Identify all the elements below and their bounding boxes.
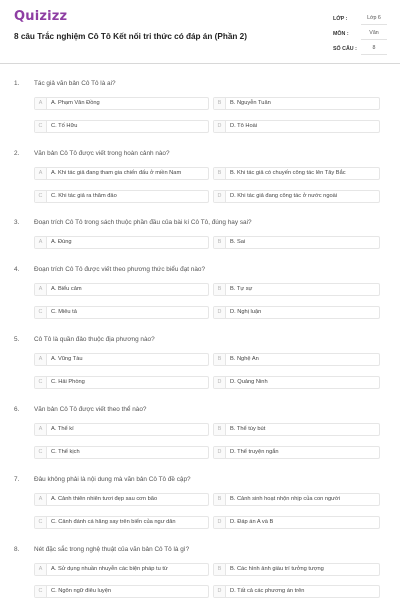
option-b[interactable] [213, 167, 380, 180]
option-text: B. Các hình ảnh giàu trí tưởng tượng [230, 566, 324, 572]
option-a[interactable] [34, 493, 209, 506]
question-number: 3. [14, 219, 20, 226]
option-c[interactable] [34, 190, 209, 203]
option-letter: B [214, 237, 226, 248]
option-text: A. Sử dụng nhuần nhuyễn các biện pháp tu từ [51, 566, 168, 572]
question-count-label: SỐ CÂU : [333, 46, 357, 52]
option-text: A. Cảnh thiên nhiên tươi đẹp sau cơn bão [51, 496, 158, 502]
option-d[interactable] [213, 306, 380, 319]
option-text: A. Vũng Tàu [51, 356, 83, 362]
option-b[interactable] [213, 493, 380, 506]
option-letter: B [214, 354, 226, 365]
option-a[interactable] [34, 353, 209, 366]
option-d[interactable] [213, 376, 380, 389]
option-d[interactable] [213, 516, 380, 529]
option-text: B. Thể tùy bút [230, 426, 266, 432]
option-a[interactable] [34, 236, 209, 249]
question-text: Văn bản Cô Tô được viết theo thể nào? [34, 406, 147, 413]
option-d[interactable] [213, 190, 380, 203]
option-letter: B [214, 564, 226, 575]
option-d[interactable] [213, 120, 380, 133]
question-text: Nét đặc sắc trong nghệ thuật của văn bản Cô Tô là gì? [34, 546, 190, 553]
option-letter: C [35, 447, 47, 458]
question-number: 6. [14, 406, 20, 413]
option-text: A. Đúng [51, 239, 72, 245]
option-text: B. Cảnh sinh hoạt nhộn nhịp của con người [230, 496, 340, 502]
option-b[interactable] [213, 236, 380, 249]
option-c[interactable] [34, 306, 209, 319]
option-c[interactable] [34, 585, 209, 598]
question-number: 2. [14, 150, 20, 157]
option-c[interactable] [34, 376, 209, 389]
question-text: Đoạn trích Cô Tô trong sách thuộc phần đầu của bài kí Cô Tô, đúng hay sai? [34, 219, 252, 226]
option-text: A. Thể kí [51, 426, 74, 432]
option-text: C. Tố Hữu [51, 123, 78, 129]
option-letter: C [35, 121, 47, 132]
page-title: 8 câu Trắc nghiệm Cô Tô Kết nối tri thức có đáp án (Phần 2) [14, 32, 247, 41]
option-text: D. Khi tác giả đang công tác ở nước ngoài [230, 193, 338, 199]
subject-label: MÔN : [333, 31, 349, 37]
question-number: 4. [14, 266, 20, 273]
option-b[interactable] [213, 563, 380, 576]
option-letter: D [214, 191, 226, 202]
option-letter: B [214, 494, 226, 505]
option-b[interactable] [213, 423, 380, 436]
option-letter: D [214, 121, 226, 132]
option-text: B. Nguyễn Tuân [230, 100, 271, 106]
option-text: B. Nghệ An [230, 356, 259, 362]
option-letter: A [35, 564, 47, 575]
grade-label: LỚP : [333, 16, 348, 22]
option-letter: B [214, 168, 226, 179]
question-count-value: 8 [361, 43, 387, 55]
option-text: D. Quảng Ninh [230, 379, 268, 385]
option-c[interactable] [34, 120, 209, 133]
option-text: D. Tất cả các phương án trên [230, 588, 305, 594]
option-text: D. Tô Hoài [230, 123, 258, 129]
option-d[interactable] [213, 446, 380, 459]
option-letter: B [214, 284, 226, 295]
option-letter: A [35, 98, 47, 109]
option-letter: A [35, 237, 47, 248]
question-text: Cô Tô là quần đảo thuộc địa phương nào? [34, 336, 155, 343]
question-number: 1. [14, 80, 20, 87]
option-c[interactable] [34, 516, 209, 529]
option-a[interactable] [34, 97, 209, 110]
option-text: A. Phạm Văn Đồng [51, 100, 100, 106]
option-text: C. Ngôn ngữ điêu luyện [51, 588, 112, 594]
option-letter: A [35, 168, 47, 179]
option-letter: D [214, 307, 226, 318]
option-letter: D [214, 377, 226, 388]
option-letter: B [214, 98, 226, 109]
worksheet-header [0, 0, 400, 62]
option-b[interactable] [213, 283, 380, 296]
question-number: 7. [14, 476, 20, 483]
option-b[interactable] [213, 353, 380, 366]
option-d[interactable] [213, 585, 380, 598]
question-text: Đoạn trích Cô Tô được viết theo phương thức biểu đạt nào? [34, 266, 206, 273]
question-text: Đâu không phải là nội dung mà văn bản Cô Tô đề cập? [34, 476, 191, 483]
option-b[interactable] [213, 97, 380, 110]
option-text: A. Biểu cảm [51, 286, 82, 292]
option-a[interactable] [34, 283, 209, 296]
option-letter: A [35, 284, 47, 295]
option-letter: A [35, 424, 47, 435]
option-text: C. Cảnh đánh cá hăng say trên biển của ngư dân [51, 519, 176, 525]
option-text: D. Đáp án A và B [230, 519, 274, 525]
option-letter: C [35, 377, 47, 388]
option-text: C. Hải Phòng [51, 379, 85, 385]
option-text: D. Thể truyện ngắn [230, 449, 279, 455]
grade-value: Lớp 6 [361, 13, 387, 25]
option-text: D. Nghị luận [230, 309, 262, 315]
option-letter: A [35, 494, 47, 505]
subject-value: Văn [361, 28, 387, 40]
option-text: C. Miêu tả [51, 309, 77, 315]
question-text: Tác giả văn bản Cô Tô là ai? [34, 80, 116, 87]
option-text: B. Khi tác giả có chuyến công tác lên Tây Bắc [230, 170, 346, 176]
option-text: A. Khi tác giả đang tham gia chiến đấu ở miền Nam [51, 170, 182, 176]
header-divider [0, 63, 400, 64]
question-number: 5. [14, 336, 20, 343]
question-text: Văn bản Cô Tô được viết trong hoàn cảnh nào? [34, 150, 170, 157]
option-text: B. Sai [230, 239, 246, 245]
option-a[interactable] [34, 563, 209, 576]
question-number: 8. [14, 546, 20, 553]
option-text: C. Khi tác giả ra thăm đảo [51, 193, 117, 199]
option-letter: C [35, 586, 47, 597]
option-letter: D [214, 447, 226, 458]
option-letter: C [35, 517, 47, 528]
quizizz-logo[interactable]: Quizizz [14, 9, 68, 24]
option-letter: A [35, 354, 47, 365]
option-c[interactable] [34, 446, 209, 459]
option-a[interactable] [34, 167, 209, 180]
option-letter: B [214, 424, 226, 435]
option-letter: C [35, 191, 47, 202]
option-text: B. Tự sự [230, 286, 253, 292]
option-letter: D [214, 586, 226, 597]
option-a[interactable] [34, 423, 209, 436]
option-letter: C [35, 307, 47, 318]
option-text: C. Thể kịch [51, 449, 80, 455]
option-letter: D [214, 517, 226, 528]
